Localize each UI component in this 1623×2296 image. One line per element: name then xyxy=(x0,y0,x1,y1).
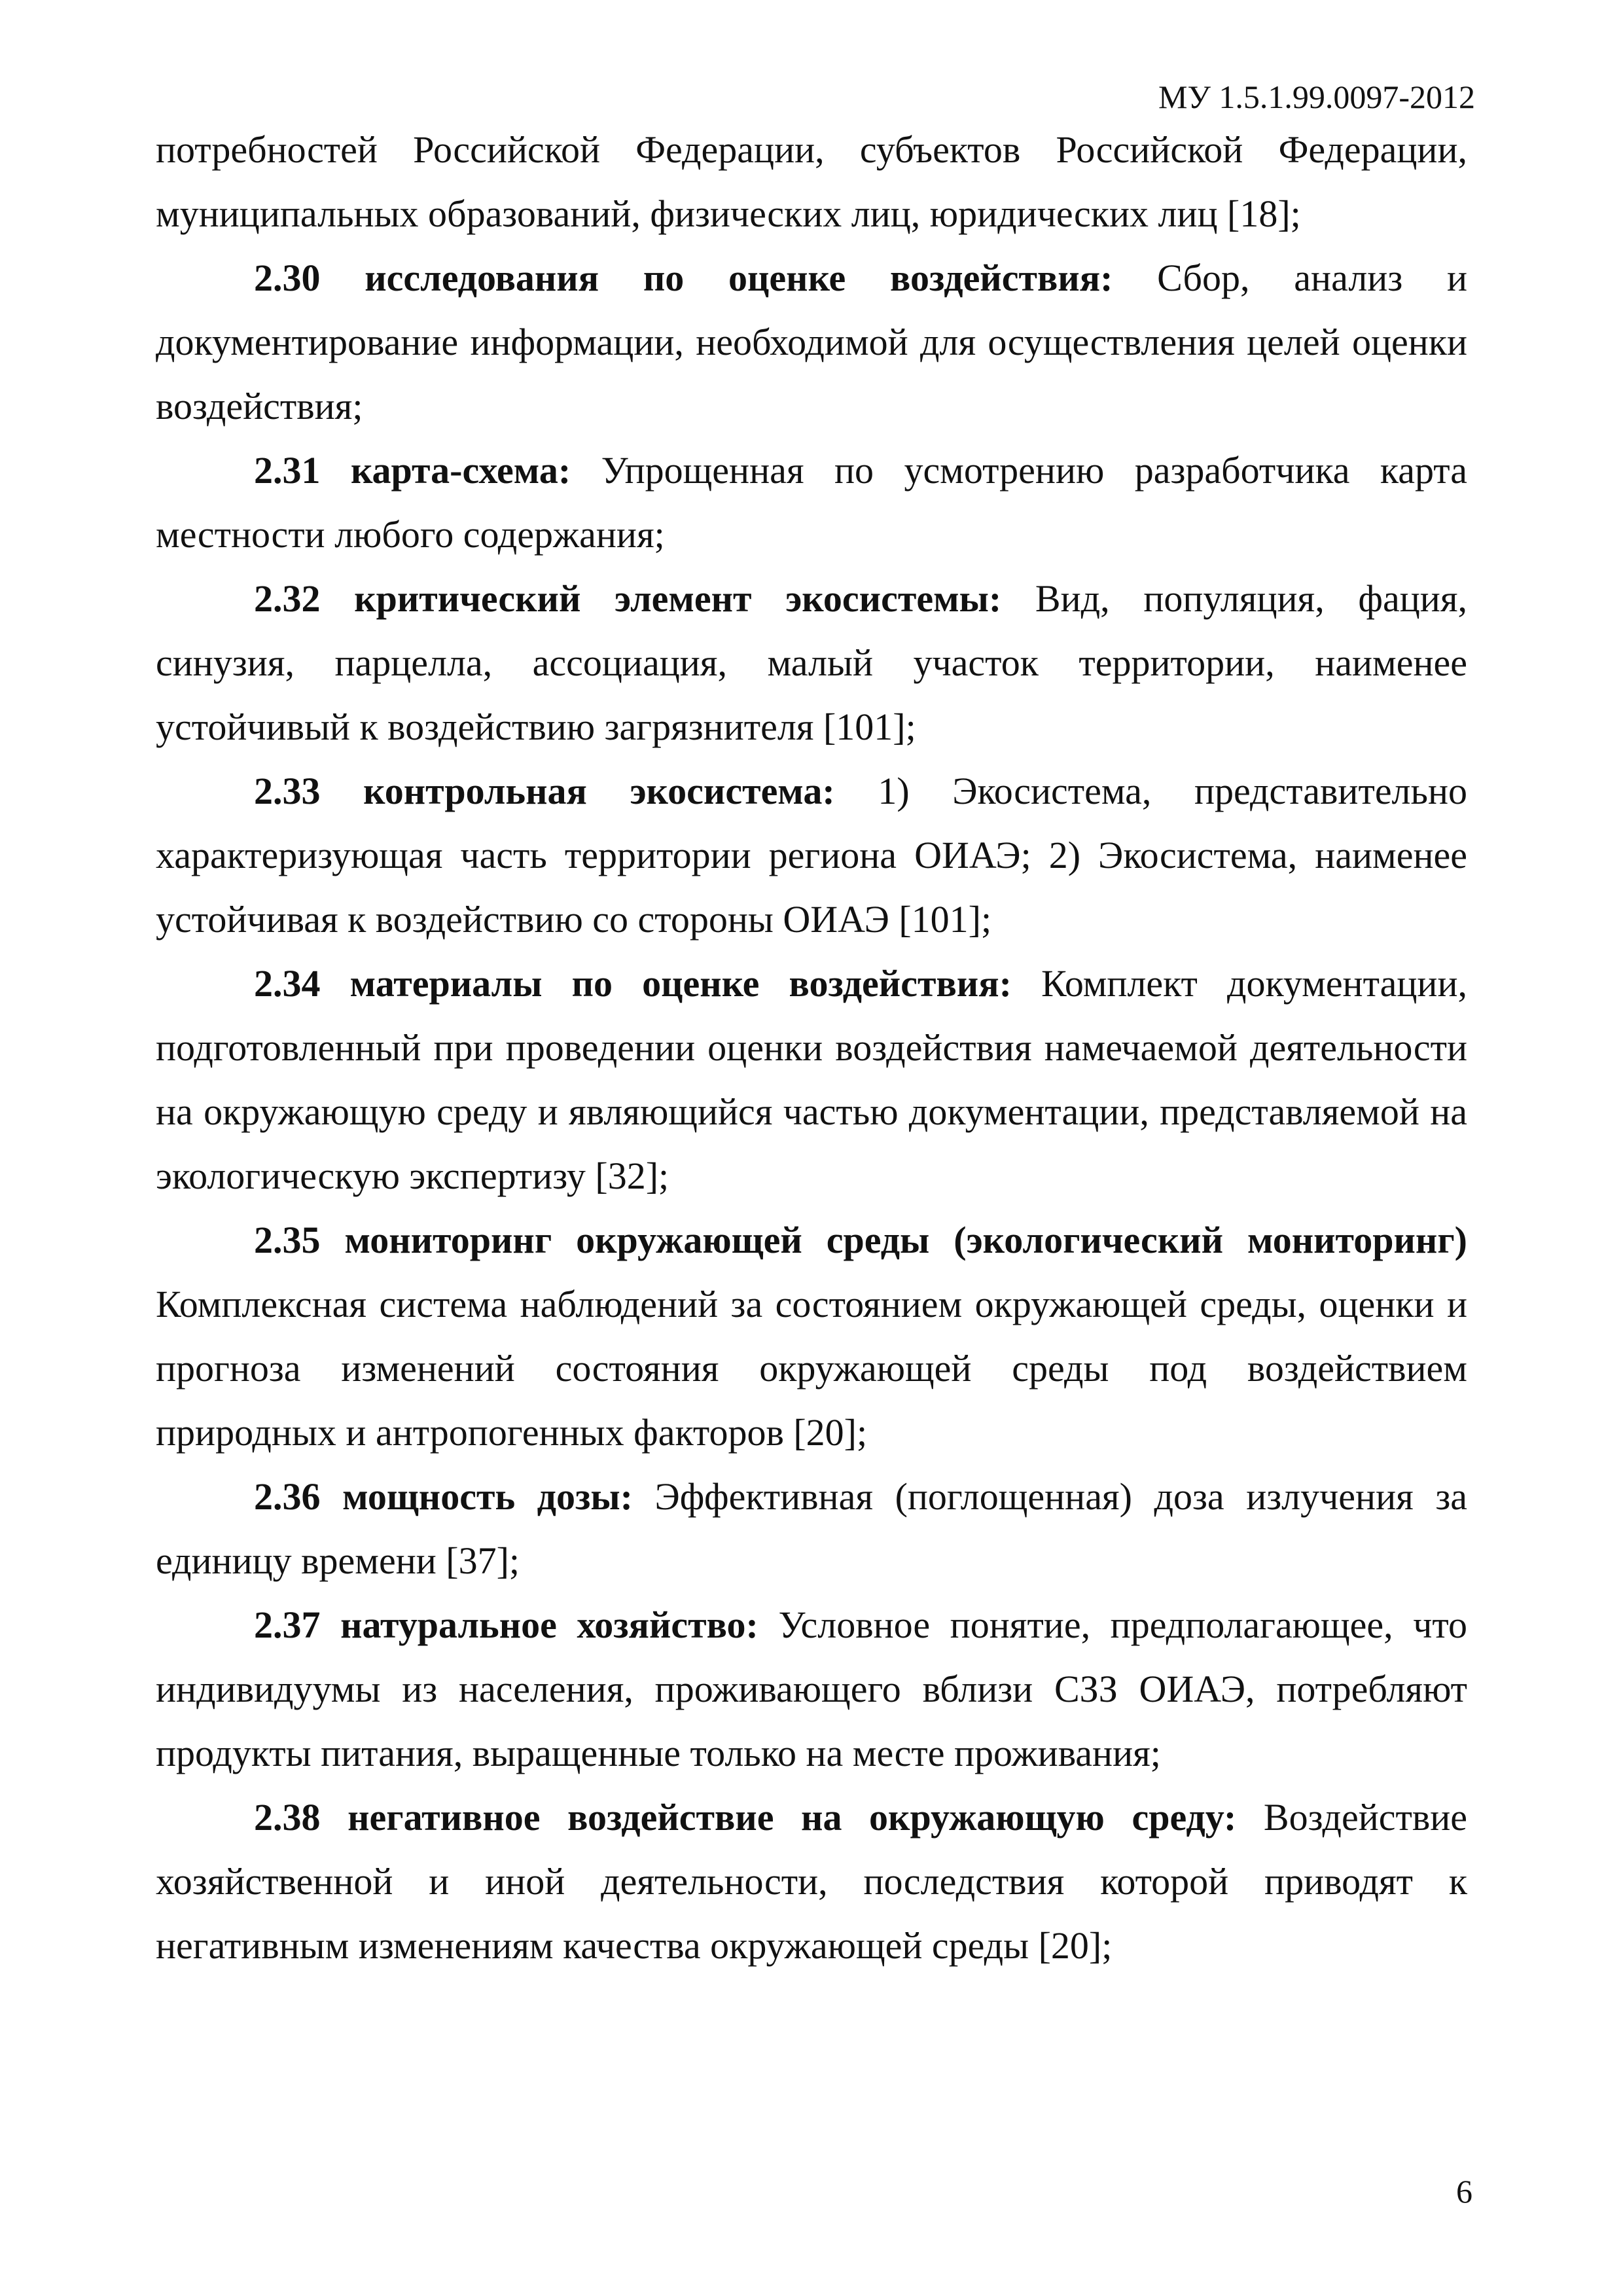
continuation-paragraph: потребностей Российской Федерации, субъектов Российской Федерации, муниципальных образований, физических лиц, юридических лиц [18]; xyxy=(156,128,1467,235)
entry-number: 2.30 xyxy=(254,257,321,299)
definition-2-33 xyxy=(156,759,1467,952)
entry-term: мониторинг окружающей среды (экологический мониторинг) xyxy=(344,1219,1467,1261)
entry-number: 2.35 xyxy=(254,1219,321,1261)
entry-term: исследования по оценке воздействия: xyxy=(365,257,1113,299)
entry-term: негативное воздействие на окружающую среду: xyxy=(348,1796,1237,1839)
page-number: 6 xyxy=(1456,2173,1472,2210)
definition-2-32 xyxy=(156,567,1467,759)
definition-2-31 xyxy=(156,439,1467,567)
definition-2-30 xyxy=(156,246,1467,439)
definition-2-36 xyxy=(156,1465,1467,1593)
entry-term: мощность дозы: xyxy=(342,1475,633,1518)
entry-definition: Условное понятие, предполагающее, что индивидуумы из населения, проживающего вблизи СЗЗ ОИАЭ, потребляют продукты питания, выращенные только на месте проживания; xyxy=(156,1604,1468,1774)
entry-number: 2.38 xyxy=(254,1796,321,1839)
entry-number: 2.32 xyxy=(254,577,321,620)
entry-number: 2.36 xyxy=(254,1475,321,1518)
entry-number: 2.37 xyxy=(254,1604,321,1646)
entry-term: натуральное хозяйство: xyxy=(340,1604,758,1646)
definition-2-34 xyxy=(156,952,1467,1208)
entry-definition: Комплект документации, подготовленный при проведении оценки воздействия намечаемой деятельности на окружающую среду и являющийся частью документации, представляемой на экологическую экспертизу [32]; xyxy=(156,962,1468,1197)
definition-2-35 xyxy=(156,1208,1467,1465)
entry-definition: Сбор, анализ и документирование информации, необходимой для осуществления целей оценки воздействия; xyxy=(156,257,1468,427)
entry-definition: Эффективная (поглощенная) доза излучения за единицу времени [37]; xyxy=(156,1475,1468,1582)
entry-number: 2.34 xyxy=(254,962,321,1005)
entry-number: 2.33 xyxy=(254,770,321,812)
entry-definition: Вид, популяция, фация, синузия, парцелла, ассоциация, малый участок территории, наименее устойчивый к воздействию загрязнителя [101]; xyxy=(156,577,1468,748)
entry-term: материалы по оценке воздействия: xyxy=(349,962,1012,1005)
definition-2-37 xyxy=(156,1593,1467,1785)
definition-2-38 xyxy=(156,1785,1467,1978)
entry-term: контрольная экосистема: xyxy=(363,770,835,812)
entry-number: 2.31 xyxy=(254,449,321,492)
entry-definition: Воздействие хозяйственной и иной деятельности, последствия которой приводят к негативным изменениям качества окружающей среды [20]; xyxy=(156,1796,1468,1967)
entry-term: критический элемент экосистемы: xyxy=(354,577,1002,620)
document-body xyxy=(156,118,1467,1978)
document-code: МУ 1.5.1.99.0097-2012 xyxy=(1158,79,1475,115)
entry-definition: Комплексная система наблюдений за состоянием окружающей среды, оценки и прогноза изменений состояния окружающей среды под воздействием природных и антропогенных факторов [20]; xyxy=(156,1283,1467,1454)
entry-definition: 1) Экосистема, представительно характеризующая часть территории региона ОИАЭ; 2) Экосистема, наименее устойчивая к воздействию со стороны ОИАЭ [101]; xyxy=(156,770,1467,941)
entry-term: карта-схема: xyxy=(350,449,571,492)
entry-definition: Упрощенная по усмотрению разработчика карта местности любого содержания; xyxy=(156,449,1468,556)
